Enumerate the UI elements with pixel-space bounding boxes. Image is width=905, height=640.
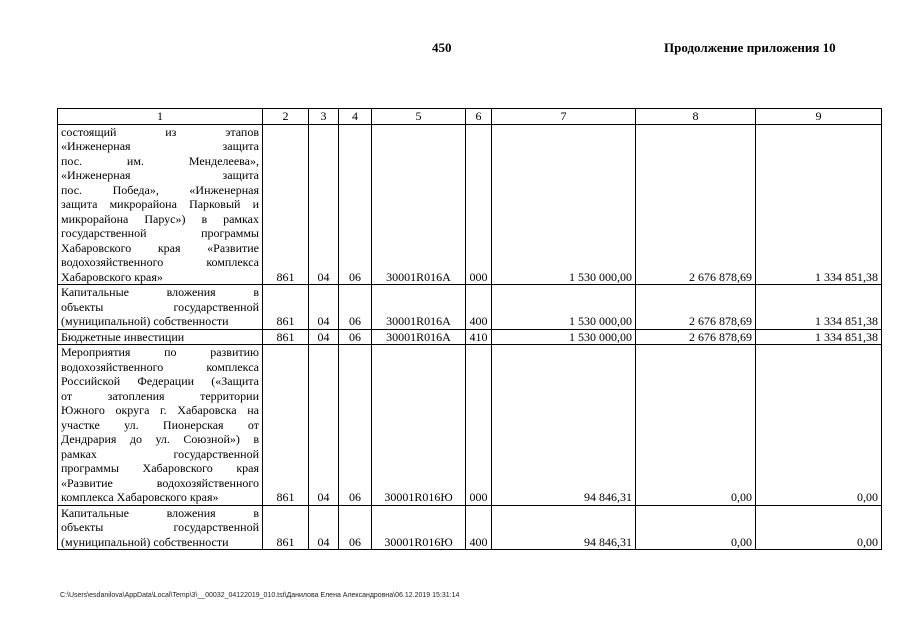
amount-column-7: 1 530 000,00 <box>492 329 636 345</box>
description-line: Мероприятия по развитию <box>61 345 259 359</box>
description-line: микрорайона Парус») в рамках <box>61 211 259 226</box>
column-header: 7 <box>492 109 636 125</box>
description-line: комплекса Хабаровского края» <box>61 490 219 504</box>
row-description <box>58 345 263 506</box>
table-row <box>58 285 882 330</box>
target-article-code: 30001R016А <box>372 329 466 345</box>
section-code: 04 <box>309 329 339 345</box>
column-header: 6 <box>466 109 492 125</box>
amount-column-9: 1 334 851,38 <box>756 285 882 330</box>
budget-table <box>57 108 882 550</box>
row-description <box>58 329 263 345</box>
amount-column-9: 1 334 851,38 <box>756 124 882 285</box>
description-line: объекты государственной <box>61 520 259 534</box>
description-line: «Развитие водохозяйственного <box>61 475 259 490</box>
amount-column-9: 1 334 851,38 <box>756 329 882 345</box>
description-line: «Инженерная защита <box>61 139 259 153</box>
target-article-code: 30001R016А <box>372 285 466 330</box>
amount-column-7: 1 530 000,00 <box>492 124 636 285</box>
description-line: (муниципальной) собственности <box>61 314 229 328</box>
table-row <box>58 124 882 285</box>
table-header-row <box>58 109 882 125</box>
page-number: 450 <box>432 40 452 55</box>
subsection-code: 06 <box>339 505 372 550</box>
subsection-code: 06 <box>339 124 372 285</box>
subsection-code: 06 <box>339 285 372 330</box>
description-line: пос. им. Менделеева», <box>61 153 259 168</box>
description-line: водохозяйственного комплекса <box>61 359 259 374</box>
amount-column-9: 0,00 <box>756 505 882 550</box>
amount-column-7: 1 530 000,00 <box>492 285 636 330</box>
amount-column-8: 0,00 <box>636 505 756 550</box>
column-header: 9 <box>756 109 882 125</box>
description-line: программы Хабаровского края <box>61 461 259 475</box>
description-line: государственной программы <box>61 226 259 240</box>
description-line: объекты государственной <box>61 299 259 314</box>
section-code: 04 <box>309 505 339 550</box>
amount-column-9: 0,00 <box>756 345 882 506</box>
amount-column-8: 0,00 <box>636 345 756 506</box>
description-line: пос. Победа», «Инженерная <box>61 182 259 197</box>
description-line: Капитальные вложения в <box>61 505 259 520</box>
expense-type-code: 410 <box>466 329 492 345</box>
target-article-code: 30001R016Ю <box>372 345 466 506</box>
description-line: (муниципальной) собственности <box>61 534 229 549</box>
ministry-code: 861 <box>263 124 309 285</box>
table-row <box>58 329 882 345</box>
ministry-code: 861 <box>263 345 309 506</box>
amount-column-8: 2 676 878,69 <box>636 285 756 330</box>
description-line: Южного округа г. Хабаровска на <box>61 403 259 417</box>
section-code: 04 <box>309 124 339 285</box>
column-header: 1 <box>58 109 263 125</box>
section-code: 04 <box>309 345 339 506</box>
description-line: Бюджетные инвестиции <box>61 329 185 344</box>
appendix-title: Продолжение приложения 10 <box>664 40 836 55</box>
description-line: «Инженерная защита <box>61 168 259 182</box>
column-header: 2 <box>263 109 309 125</box>
row-description <box>58 124 263 285</box>
ministry-code: 861 <box>263 329 309 345</box>
target-article-code: 30001R016Ю <box>372 505 466 550</box>
description-line: от затопления территории <box>61 388 259 403</box>
description-line: участке ул. Пионерская от <box>61 417 259 432</box>
description-line: рамках государственной <box>61 446 259 461</box>
description-line: Российской Федерации («Защита <box>61 374 259 388</box>
column-header: 5 <box>372 109 466 125</box>
subsection-code: 06 <box>339 329 372 345</box>
description-line: защита микрорайона Парковый и <box>61 197 259 211</box>
expense-type-code: 400 <box>466 285 492 330</box>
ministry-code: 861 <box>263 505 309 550</box>
description-line: Хабаровского края» <box>61 269 163 284</box>
file-path-footer: C:\Users\esdanilova\AppData\Local\Temp\3\__00032_04122019_010.tst\Данилова Елена Александровна\06.12.2019 15:31:14 <box>60 592 460 599</box>
description-line: водохозяйственного комплекса <box>61 255 259 269</box>
column-header: 4 <box>339 109 372 125</box>
row-description <box>58 505 263 550</box>
expense-type-code: 000 <box>466 345 492 506</box>
description-line: Капитальные вложения в <box>61 285 259 299</box>
amount-column-7: 94 846,31 <box>492 345 636 506</box>
column-header: 8 <box>636 109 756 125</box>
description-line: состоящий из этапов <box>61 124 259 139</box>
table-row <box>58 345 882 506</box>
ministry-code: 861 <box>263 285 309 330</box>
amount-column-8: 2 676 878,69 <box>636 329 756 345</box>
row-description <box>58 285 263 330</box>
table-row <box>58 505 882 550</box>
column-header: 3 <box>309 109 339 125</box>
section-code: 04 <box>309 285 339 330</box>
description-line: Дендрария до ул. Союзной») в <box>61 432 259 446</box>
expense-type-code: 000 <box>466 124 492 285</box>
description-line: Хабаровского края «Развитие <box>61 240 259 255</box>
subsection-code: 06 <box>339 345 372 506</box>
amount-column-8: 2 676 878,69 <box>636 124 756 285</box>
amount-column-7: 94 846,31 <box>492 505 636 550</box>
target-article-code: 30001R016А <box>372 124 466 285</box>
expense-type-code: 400 <box>466 505 492 550</box>
